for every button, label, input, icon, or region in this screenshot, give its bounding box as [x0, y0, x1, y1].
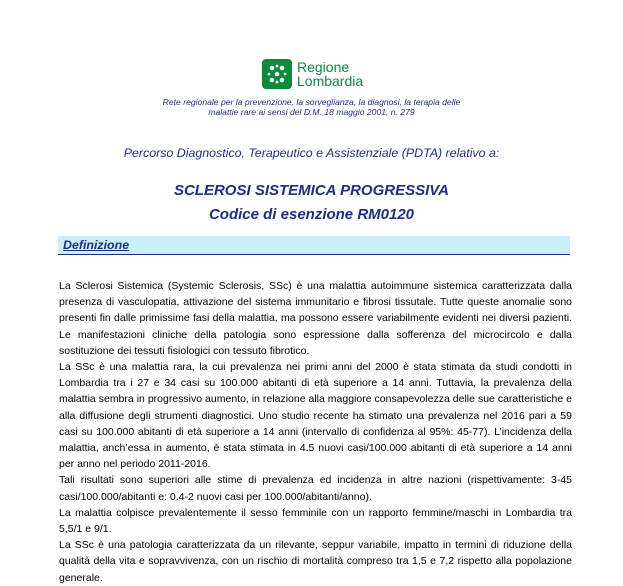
definition-body — [59, 278, 572, 586]
logo-line-1: Regione — [297, 59, 350, 75]
section-header-band — [58, 236, 570, 255]
paragraph: Tali risultati sono superiori alle stime di prevalenza ed incidenza in altre nazioni (rispettivamente: 3-45 casi/100.000/abitanti e: 0.4-2 nuovi casi per 100.000/abitanti/anno). — [59, 474, 572, 503]
tagline-line-1: Rete regionale per la prevenzione, la sorveglianza, la diagnosi, la terapia delle — [162, 97, 461, 107]
network-tagline — [60, 97, 563, 117]
exemption-code: Codice di esenzione RM0120 — [208, 206, 415, 223]
paragraph: La SSc è una malattia rara, la cui prevalenza nei primi anni del 2000 è stata stimata da studi condotti in Lombardia tra i 27 e 34 casi su 100.000 abitanti di età superiore a 14 anni. Tuttavia, la prevalenza della malattia sembra in progressivo aumento, in relazione alla maggiore consapevolezza delle sue caratteristiche e alla diffusione degli strumenti diagnostici. Uno studio recente ha stimato una prevalenza nel 2016 pari a 59 casi su 100.000 abitanti di età superiore a 14 anni (intervallo di confidenza al 95%: 45-77). L’incidenza della malattia, anch’essa in aumento, è stata stimata in 4.5 nuovi casi/100.000 abitanti di età superiore a 14 anni per anno nel periodo 2011-2016. — [59, 361, 572, 471]
paragraph: La Sclerosi Sistemica (Systemic Sclerosis, SSc) è una malattia autoimmune sistemica caratterizzata dalla presenza di vasculopatia, attivazione del sistema immunitario e fibrosi tissutale. Tutte queste anomalie sono presenti fin dalle primissime fasi della malattia, ma possono essere variabilmente evidenti nei diversi pazienti. Le manifestazioni cliniche della patologia sono espressione dalla sofferenza del microcircolo e dalla sostituzione dei tessuti fisiologici con tessuto fibrotico. — [59, 280, 572, 357]
paragraph: La SSc è una patologia caratterizzata da un rilevante, seppur variabile, impatto in termini di riduzione della qualità della vita e sopravvivenza, con un rischio di mortalità compreso tra 1,5 e 7,2 rispetto alla popolazione generale. — [59, 539, 572, 584]
regione-lombardia-logo — [262, 59, 363, 89]
tagline-line-2: malattie rare ai sensi del D.M. 18 maggio 2001, n. 279 — [208, 107, 415, 117]
rose-camuna-icon — [262, 59, 292, 89]
pdta-label: Percorso Diagnostico, Terapeutico e Assistenziale (PDTA) relativo a: — [123, 146, 500, 160]
section-heading-definizione: Definizione — [63, 238, 130, 252]
paragraph: La malattia colpisce prevalentemente il sesso femminile con un rapporto femmine/maschi in Lombardia tra 5,5/1 e 9/1. — [59, 506, 572, 536]
logo-line-2: Lombardia — [297, 73, 364, 89]
disease-title: SCLEROSI SISTEMICA PROGRESSIVA — [173, 182, 450, 199]
